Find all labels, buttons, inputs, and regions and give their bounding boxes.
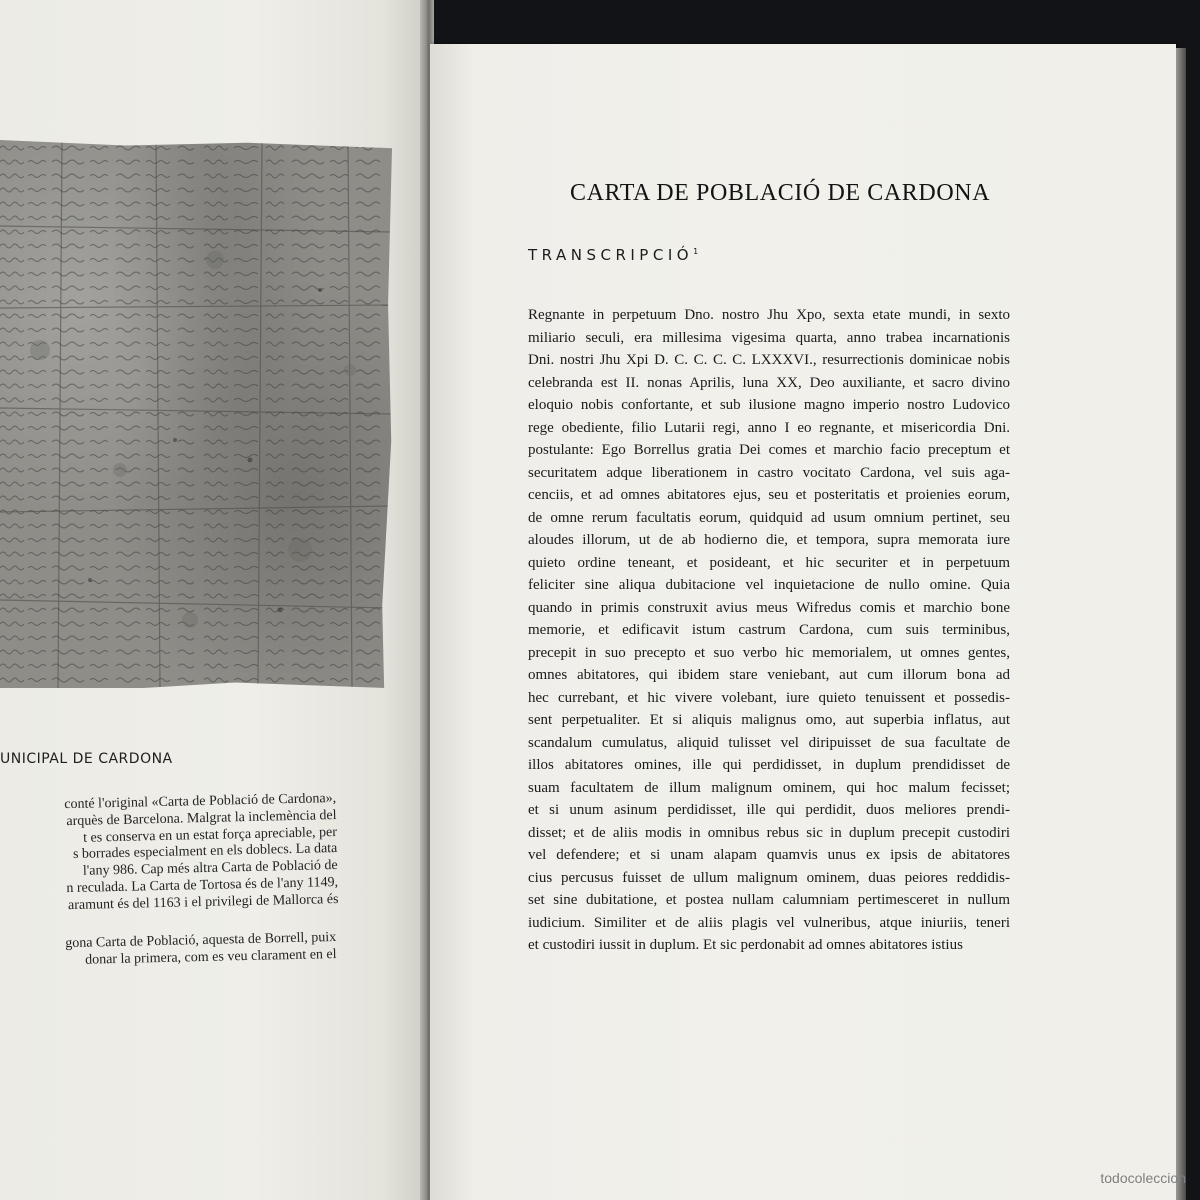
left-text-line: l'any 986. Cap més altra Carta de Població de bbox=[82, 858, 338, 879]
footnote-marker: 1 bbox=[693, 247, 699, 256]
transcription-line: set sine dubitatione, et postea nullam calumniam pertimesceret in nullum bbox=[528, 892, 1010, 908]
transcription-line: cenciis, et ad omnes abitatores ejus, seu et posteritatis et proienies eorum, bbox=[528, 487, 1010, 503]
left-caption-paragraph-1 bbox=[0, 791, 339, 916]
transcription-line: rege obediente, filio Lutarii regi, anno I eo regnante, et misericordia Dni. bbox=[528, 419, 1010, 436]
page-title: CARTA DE POBLACIÓ DE CARDONA bbox=[570, 180, 991, 206]
transcription-line: iudicium. Similiter et de aliis plagis vel vulneribus, atque iniuriis, teneri bbox=[528, 914, 1010, 931]
left-caption-heading: UNICIPAL DE CARDONA bbox=[0, 751, 173, 767]
section-heading-text: TRANSCRIPCIÓ bbox=[528, 246, 694, 264]
left-text-line: aramunt és del 1163 i el privilegi de Mallorca és bbox=[67, 891, 339, 913]
manuscript-photo bbox=[0, 140, 392, 688]
left-text-line: n reculada. La Carta de Tortosa és de l'any 1149, bbox=[66, 874, 339, 897]
left-caption-paragraph-2 bbox=[0, 930, 337, 971]
left-text-line: t es conserva en un estat força apreciable, per bbox=[83, 824, 338, 846]
transcription-line: de omne rerum facultatis eorum, quidquid ad usum omnium pertinet, seu bbox=[528, 509, 1010, 526]
transcription-line: aloudes illorum, ut de ab hodierno die, et tempora, supra memorata iure bbox=[528, 532, 1010, 548]
left-text-line: s borrades especialment en els doblecs. La data bbox=[72, 841, 338, 863]
transcription-line: omnes abitatores, qui ibidem stare veniebant, aut cum illorum bona ad bbox=[528, 667, 1010, 683]
transcription-line: sent perpetualiter. Et si aliquis malignus omo, aut superbia inflatus, aut bbox=[528, 712, 1010, 728]
transcription-line: securitatem adque liberationem in castro vocitato Cardona, vel suis aga- bbox=[528, 464, 1010, 481]
transcription-line: postulante: Ego Borrellus gratia Dei comes et marchio facio preceptum et bbox=[528, 442, 1010, 458]
transcription-line: celebranda est II. nonas Aprilis, luna XX, Deo auxiliante, et sacro divino bbox=[528, 374, 1010, 391]
transcription-line: et si unum asinum perdidisset, ille qui perdidit, duos meliores prendi- bbox=[528, 802, 1010, 818]
left-text-line: gona Carta de Població, aquesta de Borrell, puix bbox=[65, 930, 337, 952]
transcription-line: scandalum cumulatus, aliquid tulisset vel diripuisset de sua facultate de bbox=[528, 734, 1010, 751]
transcription-line: disset; et de aliis modis in omnibus rebus sic in duplum precepit custodiri bbox=[528, 824, 1010, 841]
transcription-line: eloquio nobis confortante, et sub ilusione magno imperio nostro Ludovico bbox=[528, 397, 1010, 413]
transcription-line: cius percusus fuisset de ullum malignum ominem, duas peiores reddidis- bbox=[528, 869, 1010, 886]
transcription-line: suam facultatem de illum malignum ominem, qui hoc malum fecisset; bbox=[528, 779, 1010, 796]
left-text-line: arquès de Barcelona. Malgrat la inclemència del bbox=[66, 807, 337, 829]
transcription-line: quieto ordine teneant, et posideant, et hic securiter et in perpetuum bbox=[528, 554, 1010, 571]
transcription-line: precepit in suo precepto et suo verbo hic memorialem, ut omnes gentes, bbox=[528, 644, 1010, 661]
transcription-line: hec currebant, et hic vivere volebant, iure quieto tenuissent et possedis- bbox=[528, 689, 1010, 706]
transcription-line: memorie, et edificavit istum castrum Cardona, cum suis terminibus, bbox=[528, 622, 1010, 638]
transcription-line: quando in primis construxit avius meus Wifredus comis et marchio bone bbox=[528, 599, 1010, 616]
transcription-line: et custodiri iussit in duplum. Et sic perdonabit ad omnes abitatores istius bbox=[528, 937, 963, 953]
manuscript-texture bbox=[0, 140, 392, 688]
transcription-line: Dni. nostri Jhu Xpi D. C. C. C. C. LXXXVI., resurrectionis dominicae nobis bbox=[528, 352, 1010, 368]
transcription-line: feliciter sine aliqua dubitacione vel inquietacione de nullo omine. Quia bbox=[528, 577, 1010, 593]
left-text-line: conté l'original «Carta de Població de Cardona», bbox=[64, 791, 337, 813]
transcription-line: miliario seculi, era millesima vigesima quarta, anno trabea incarnationis bbox=[528, 329, 1010, 346]
watermark: todocoleccion bbox=[1100, 1170, 1186, 1186]
transcription-line: Regnante in perpetuum Dno. nostro Jhu Xpo, sexta etate mundi, in sexto bbox=[528, 307, 1010, 323]
left-page bbox=[0, 0, 425, 1200]
transcription-body bbox=[528, 304, 1010, 957]
section-heading bbox=[528, 246, 698, 264]
left-text-line: donar la primera, com es veu clarament en el bbox=[84, 946, 337, 968]
transcription-line: illos abitatores omines, ille qui perdidisset, in duplum prendidisset de bbox=[528, 757, 1010, 773]
transcription-line: vel defendere; et si unam alapam quamvis unus ex ipsis de abitatores bbox=[528, 847, 1010, 863]
right-page-edge bbox=[1176, 48, 1186, 1200]
